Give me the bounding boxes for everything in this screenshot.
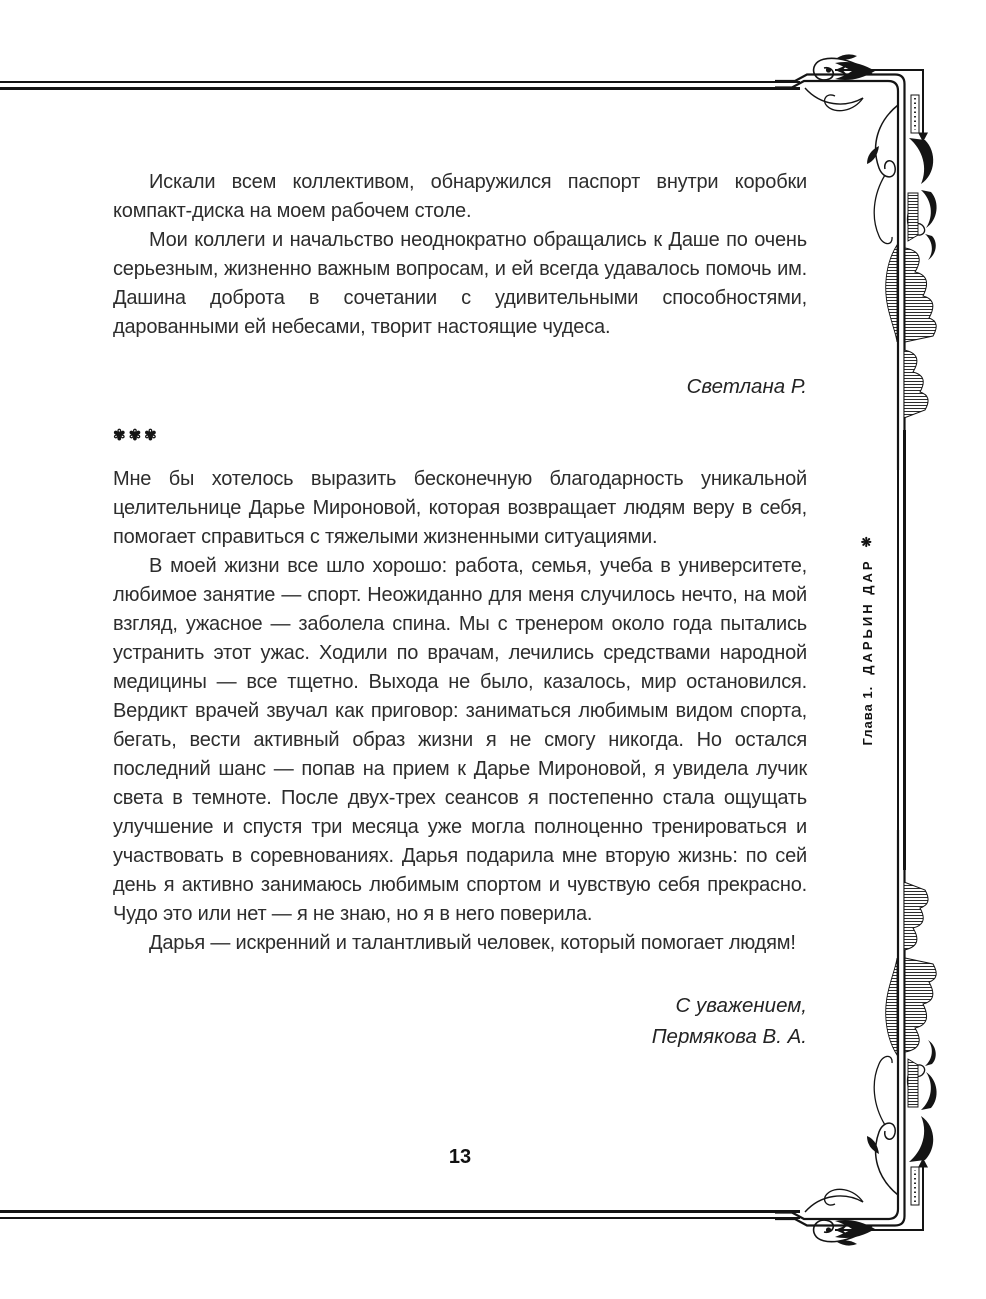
frame-rule-right-outer <box>903 430 906 870</box>
text-column <box>113 168 807 1052</box>
frame-rule-right-inner <box>897 430 899 870</box>
paragraph: Мне бы хотелось выразить бесконечную благодарность уникальной целительнице Дарье Мироновой, которая возвращает людям веру в себя, помогает справиться с тяжелыми жизненными ситуациями. <box>113 468 807 548</box>
closing-line: С уважением, <box>675 994 807 1017</box>
flowers-separator: ✾✾✾ <box>113 427 160 444</box>
paragraph: Искали всем коллективом, обнаружился паспорт внутри коробки компакт-диска на моем рабочем столе. <box>113 171 807 222</box>
chapter-label: Глава 1. <box>859 685 875 746</box>
testimonial-signature: Светлана Р. <box>686 375 807 398</box>
chapter-sidebar-text <box>859 537 875 746</box>
closing-signature <box>113 990 807 1052</box>
frame-rule-bottom-inner <box>0 1210 800 1213</box>
paragraph: Дарья — искренний и талантливый человек, который помогает людям! <box>149 932 796 954</box>
frame-rule-top-outer <box>0 81 800 83</box>
chapter-title: ДАРЬИН ДАР <box>859 558 875 675</box>
frame-rule-bottom-outer <box>0 1217 800 1219</box>
page-number: 13 <box>448 1146 472 1168</box>
paragraph: В моей жизни все шло хорошо: работа, семья, учеба в университете, любимое занятие — спорт. Неожиданно для меня случилось нечто, на мой взгляд, ужасное — заболела спина. Мы с тренером около года пытались устранить этот ужас. Ходили по врачам, лечились средствами народной медицины — все тщетно. Выхода не было, казалось, мир остановился. Вердикт врачей звучал как приговор: заниматься любимым видом спорта, бегать, вести активный образ жизни я не смогу никогда. Но остался последний шанс — попав на прием к Дарье Мироновой, я увидела лучик света в темноте. После двух-трех сеансов я постепенно стала ощущать улучшение и спустя три месяца уже могла полноценно тренироваться и участвовать в соревнованиях. Дарья подарила мне вторую жизнь: по сей день я активно занимаюсь любимым спортом и чувствую себя прекрасно. Чудо это или нет — я не знаю, но я в него поверила. <box>113 555 807 925</box>
paragraph: Мои коллеги и начальство неоднократно обращались к Даше по очень серьезным, жизненно важным вопросам, и ей всегда удавалось помочь им. Дашина доброта в сочетании с удивительными способностями, дарованными ей небесами, творит настоящие чудеса. <box>113 229 807 338</box>
frame-rule-top-inner <box>0 87 800 90</box>
closing-line: Пермякова В. А. <box>651 1025 807 1048</box>
flower-star-icon: ❋ <box>859 536 874 548</box>
